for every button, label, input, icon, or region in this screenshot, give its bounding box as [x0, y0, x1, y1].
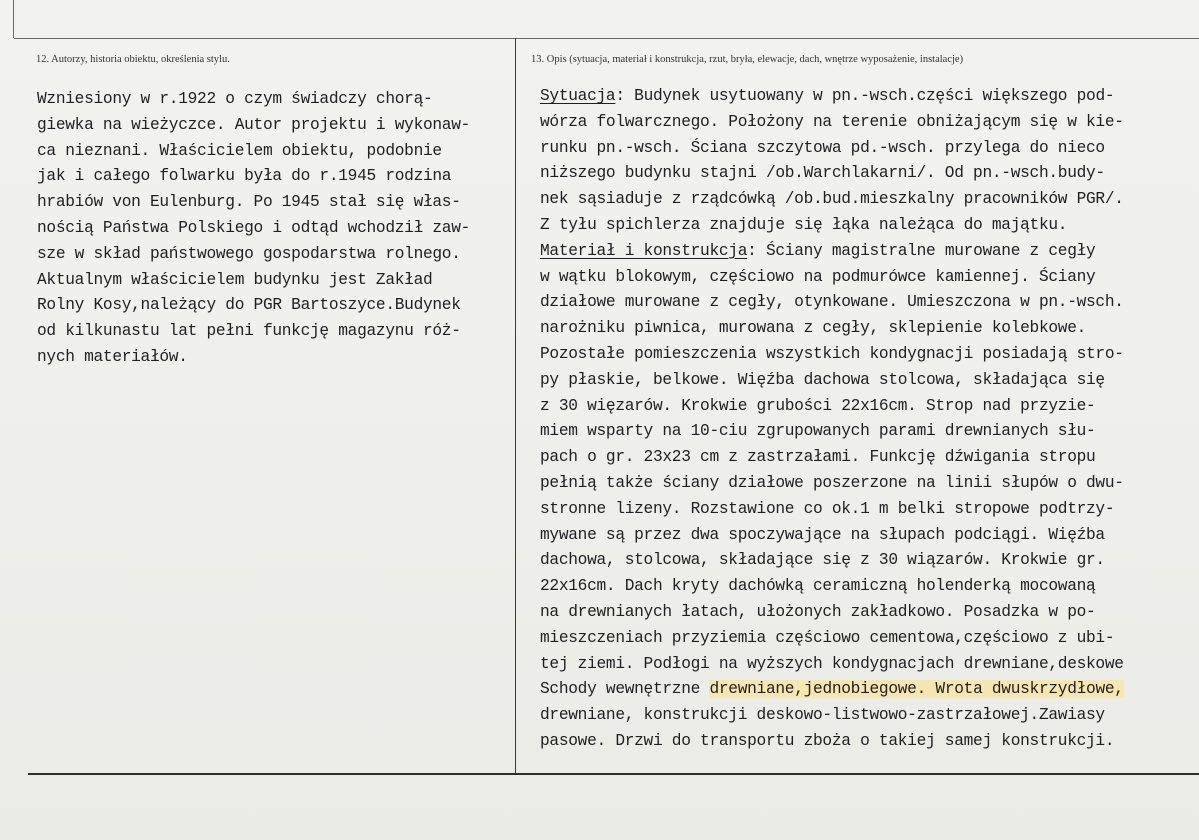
text-segment: z 30 więzarów. Krokwie grubości 22x16cm. Strop nad przyzie- — [540, 396, 1096, 415]
column-divider — [515, 38, 516, 773]
text-line: nych materiałów. — [37, 347, 188, 366]
text-line — [540, 342, 1190, 368]
text-line: Rolny Kosy,należący do PGR Bartoszyce.Budynek — [37, 296, 461, 315]
text-line: sze w skład państwowego gospodarstwa rolnego. — [37, 244, 461, 263]
text-line: od kilkunastu lat pełni funkcję magazynu róż- — [37, 322, 461, 341]
text-segment: pasowe. Drzwi do transportu zboża o takiej samej konstrukcji. — [540, 731, 1115, 750]
left-border-line — [13, 0, 14, 38]
text-segment: mywane są przez dwa spoczywające na słupach podciągi. Więźba — [540, 525, 1105, 544]
text-segment: tej ziemi. Podłogi na wyższych kondygnacjach drewniane,deskowe — [540, 654, 1124, 673]
text-segment: runku pn.-wsch. Ściana szczytowa pd.-wsch. przylega do nieco — [540, 138, 1105, 157]
text-segment: wórza folwarcznego. Położony na terenie obniżającym się w kie- — [540, 112, 1124, 131]
text-line — [540, 239, 1190, 265]
text-segment: Z tyłu spichlerza znajduje się łąka należąca do majątku. — [540, 215, 1068, 234]
text-line: giewka na wieżyczce. Autor projektu i wykonaw- — [37, 115, 471, 134]
text-segment: : Budynek usytuowany w pn.-wsch.części większego pod- — [615, 87, 1115, 105]
text-line: Aktualnym właścicielem budynku jest Zakład — [37, 270, 433, 289]
text-line — [540, 548, 1190, 574]
text-line — [540, 187, 1190, 213]
text-line: jak i całego folwarku była do r.1945 rodzina — [37, 167, 452, 186]
text-segment: Pozostałe pomieszczenia wszystkich kondygnacji posiadają stro- — [540, 344, 1124, 363]
history-text-block — [37, 87, 507, 371]
text-segment: stronne lizeny. Rozstawione co ok.1 m belki stropowe podtrzy- — [540, 499, 1115, 518]
text-line — [540, 136, 1190, 162]
text-line: Wzniesiony w r.1922 o czym świadczy chorą- — [37, 90, 433, 108]
text-line: nością Państwa Polskiego i odtąd wchodził zaw- — [37, 218, 471, 237]
text-line — [540, 626, 1190, 652]
text-line — [540, 729, 1190, 755]
text-line — [540, 213, 1190, 239]
top-border-line — [14, 38, 1199, 39]
text-line — [540, 445, 1190, 471]
text-line — [540, 394, 1190, 420]
text-segment: Schody wewnętrzne — [540, 680, 710, 699]
text-segment: dachowa, stolcowa, składające się z 30 wiązarów. Krokwie gr. — [540, 551, 1105, 570]
text-line — [540, 677, 1190, 703]
text-line — [540, 600, 1190, 626]
text-segment: narożniku piwnica, murowana z cegły, sklepienie kolebkowe. — [540, 319, 1087, 338]
text-line — [540, 574, 1190, 600]
text-line — [540, 523, 1190, 549]
text-segment: pach o gr. 23x23 cm z zastrzałami. Funkcję dźwigania stropu — [540, 448, 1096, 467]
text-line — [540, 471, 1190, 497]
text-line — [540, 316, 1190, 342]
text-segment: 22x16cm. Dach kryty dachówką ceramiczną holenderką mocowaną — [540, 577, 1096, 596]
description-text-block — [540, 84, 1190, 755]
text-line — [540, 368, 1190, 394]
text-segment: na drewnianych łatach, ułożonych zakładkowo. Posadzka w po- — [540, 602, 1096, 621]
bottom-border-line — [28, 773, 1199, 775]
text-line — [540, 703, 1190, 729]
text-line — [540, 290, 1190, 316]
text-line — [540, 110, 1190, 136]
text-line — [540, 161, 1190, 187]
text-line — [540, 84, 1190, 110]
text-line — [540, 497, 1190, 523]
text-line: hrabiów von Eulenburg. Po 1945 stał się włas- — [37, 193, 461, 212]
text-segment: nek sąsiaduje z rządcówką /ob.bud.mieszkalny pracowników PGR/. — [540, 190, 1124, 209]
underlined-subheading: Sytuacja — [540, 87, 616, 105]
text-segment: działowe murowane z cegły, otynkowane. Umieszczona w pn.-wsch. — [540, 293, 1124, 312]
underlined-subheading: Materiał i konstrukcja — [540, 241, 748, 260]
text-segment: : Ściany magistralne murowane z cegły — [747, 241, 1096, 260]
text-segment: pełnią także ściany działowe poszerzone na linii słupów o dwu- — [540, 473, 1124, 492]
text-segment: mieszczeniach przyziemia częściowo cementowa,częściowo z ubi- — [540, 628, 1115, 647]
text-segment: drewniane, konstrukcji deskowo-listwowo-zastrzałowej.Zawiasy — [540, 706, 1105, 725]
text-line — [540, 652, 1190, 678]
text-segment: py płaskie, belkowe. Więźba dachowa stolcowa, składająca się — [540, 370, 1105, 389]
text-line: ca nieznani. Właścicielem obiektu, podobnie — [37, 141, 442, 160]
text-line — [540, 419, 1190, 445]
text-segment: niższego budynku stajni /ob.Warchlakarni/. Od pn.-wsch.budy- — [540, 164, 1105, 183]
section-13-heading: 13. Opis (sytuacja, materiał i konstrukcja, rzut, bryła, elewacje, dach, wnętrze wyposażenie, instalacje) — [531, 54, 964, 65]
text-segment: miem wsparty na 10-ciu zgrupowanych parami drewnianych słu- — [540, 422, 1096, 441]
text-segment: w wątku blokowym, częściowo na podmurówce kamiennej. Ściany — [540, 267, 1096, 286]
highlighted-text: drewniane,jednobiegowe. Wrota dwuskrzydłowe, — [709, 680, 1124, 699]
text-line — [540, 265, 1190, 291]
section-12-heading: 12. Autorzy, historia obiektu, określenia stylu. — [36, 54, 230, 65]
